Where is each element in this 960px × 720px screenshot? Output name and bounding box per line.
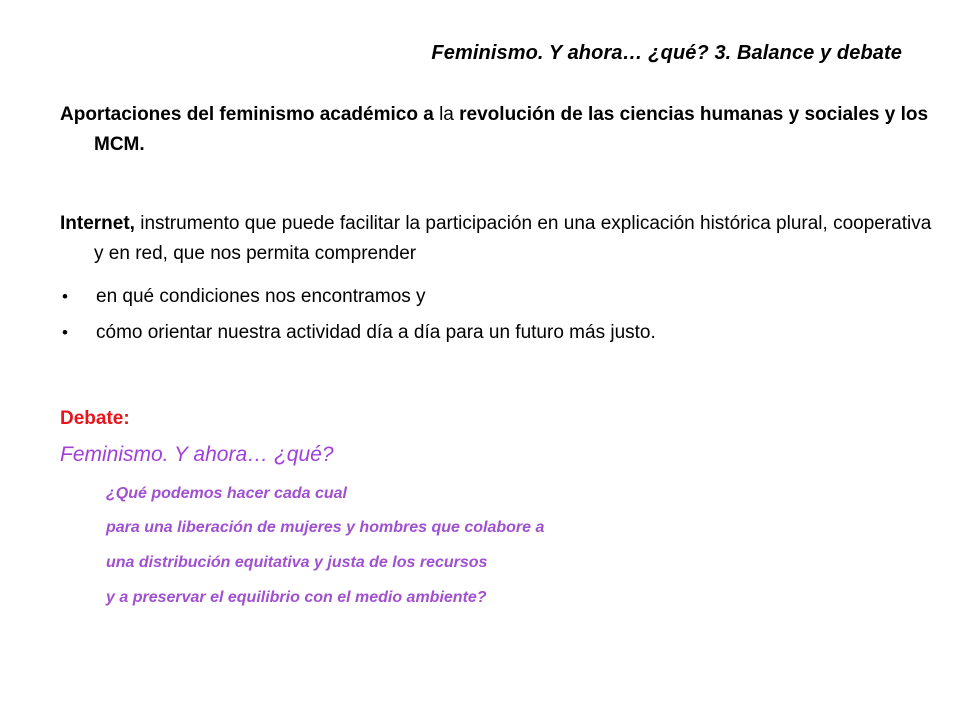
- internet-bold-lead: Internet,: [60, 213, 135, 234]
- bullet-text: cómo orientar nuestra actividad día a día para un futuro más justo.: [96, 322, 656, 343]
- contributions-bold-tail: revolución de las ciencias humanas y sociales y los MCM.: [94, 104, 929, 155]
- debate-heading: Feminismo. Y ahora… ¿qué?: [60, 443, 334, 466]
- bullet-icon: •: [62, 323, 68, 342]
- slide-title: Feminismo. Y ahora… ¿qué? 3. Balance y debate: [431, 42, 902, 64]
- contributions-bold-lead: Aportaciones del feminismo académico a: [60, 104, 434, 125]
- debate-question-line: una distribución equitativa y justa de los recursos: [106, 554, 488, 571]
- paragraph-contributions: [60, 100, 934, 160]
- debate-label: Debate:: [60, 408, 130, 429]
- paragraph-internet: [60, 209, 934, 269]
- contributions-connector: la: [433, 104, 460, 125]
- bullet-icon: •: [62, 287, 68, 306]
- bullet-text: en qué condiciones nos encontramos y: [96, 286, 426, 307]
- debate-question-line: ¿Qué podemos hacer cada cual: [106, 485, 347, 502]
- internet-description: instrumento que puede facilitar la participación en una explicación histórica plural, cooperativa y en red, que nos permita comprender: [94, 213, 932, 264]
- debate-question-line: y a preservar el equilibrio con el medio ambiente?: [106, 589, 487, 606]
- debate-question-line: para una liberación de mujeres y hombres que colabore a: [106, 519, 545, 536]
